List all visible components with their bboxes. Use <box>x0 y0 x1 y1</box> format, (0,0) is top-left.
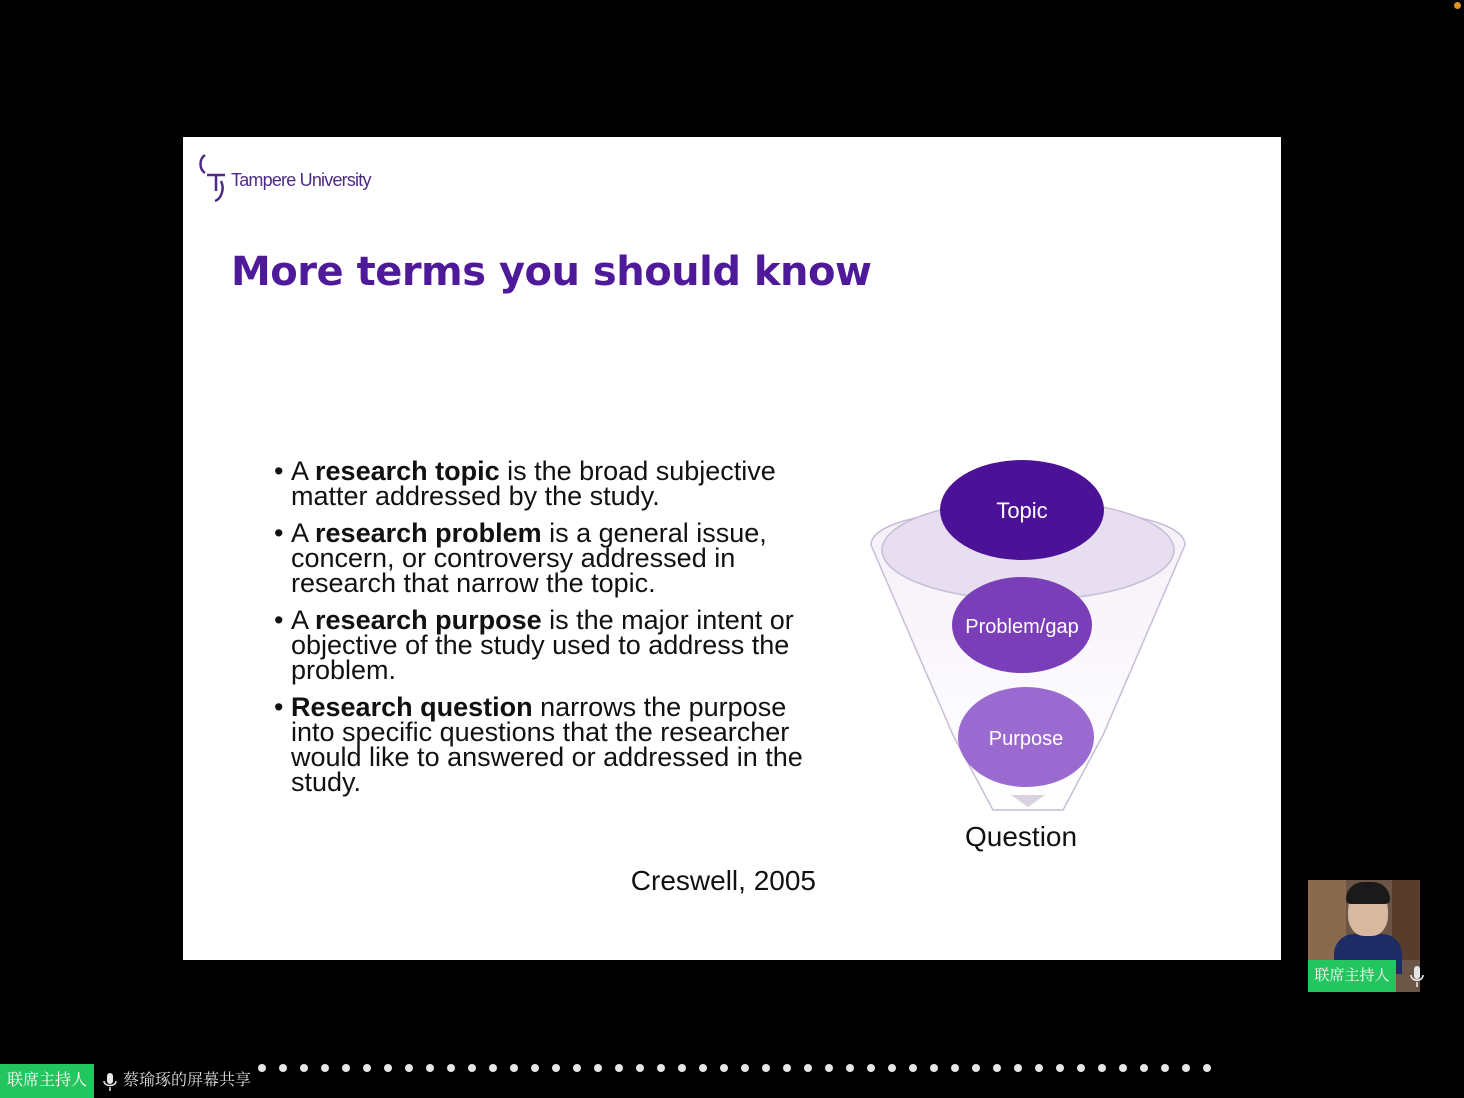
funnel-bottom-label: Question <box>965 821 1078 852</box>
bottom-status-bar <box>0 1064 1464 1098</box>
funnel-level-purpose <box>958 687 1094 787</box>
page-dot[interactable] <box>846 1064 854 1072</box>
screen-share-label: 蔡瑜琢的屏幕共享 <box>123 1072 252 1089</box>
participant-video-thumbnail[interactable] <box>1308 880 1420 992</box>
bullet-item-problem: • A research problem is a general issue, concern, or controversy addressed in research that narrow the topic. <box>274 521 834 596</box>
page-dot[interactable] <box>972 1064 980 1072</box>
page-dot[interactable] <box>867 1064 875 1072</box>
funnel-diagram <box>863 455 1193 855</box>
page-dot[interactable] <box>951 1064 959 1072</box>
microphone-icon[interactable] <box>102 1072 118 1092</box>
page-dot[interactable] <box>384 1064 392 1072</box>
slide-title: More terms you should know <box>231 249 872 295</box>
university-logo <box>195 151 371 203</box>
page-dot[interactable] <box>1161 1064 1169 1072</box>
svg-text:Purpose: Purpose <box>988 728 1064 750</box>
page-dot[interactable] <box>699 1064 707 1072</box>
page-dot[interactable] <box>468 1064 476 1072</box>
page-dot[interactable] <box>300 1064 308 1072</box>
page-dot[interactable] <box>678 1064 686 1072</box>
page-dot[interactable] <box>1035 1064 1043 1072</box>
citation: Creswell, 2005 <box>630 865 816 896</box>
page-dot[interactable] <box>783 1064 791 1072</box>
page-dot[interactable] <box>1056 1064 1064 1072</box>
svg-text:Topic: Topic <box>996 498 1048 523</box>
page-dot[interactable] <box>1098 1064 1106 1072</box>
page-dot[interactable] <box>741 1064 749 1072</box>
page-dot[interactable] <box>825 1064 833 1072</box>
participant-hair <box>1346 882 1390 904</box>
page-dot[interactable] <box>594 1064 602 1072</box>
funnel-level-topic <box>940 460 1104 560</box>
bullet-item-topic: • A research topic is the broad subjective matter addressed by the study. <box>274 459 834 509</box>
page-dot[interactable] <box>531 1064 539 1072</box>
tampere-logo-icon <box>195 151 231 203</box>
page-dot[interactable] <box>447 1064 455 1072</box>
page-dot[interactable] <box>1014 1064 1022 1072</box>
page-dot[interactable] <box>1203 1064 1211 1072</box>
page-dot[interactable] <box>636 1064 644 1072</box>
bullet-list <box>274 456 834 807</box>
page-dot[interactable] <box>1077 1064 1085 1072</box>
page-dot[interactable] <box>720 1064 728 1072</box>
page-dot[interactable] <box>888 1064 896 1072</box>
page-dot[interactable] <box>510 1064 518 1072</box>
page-dot[interactable] <box>405 1064 413 1072</box>
page-dot[interactable] <box>426 1064 434 1072</box>
shared-slide <box>183 137 1281 960</box>
page-dot[interactable] <box>804 1064 812 1072</box>
page-dot[interactable] <box>993 1064 1001 1072</box>
page-dot[interactable] <box>258 1064 266 1072</box>
page-dot[interactable] <box>321 1064 329 1072</box>
page-dot[interactable] <box>1119 1064 1127 1072</box>
page-dot[interactable] <box>573 1064 581 1072</box>
page-dot[interactable] <box>615 1064 623 1072</box>
bullet-item-purpose: • A research purpose is the major intent or objective of the study used to address the problem. <box>274 608 834 683</box>
page-dot[interactable] <box>657 1064 665 1072</box>
page-dot[interactable] <box>489 1064 497 1072</box>
bullet-item-question: • Research question narrows the purpose into specific questions that the researcher would like to answered or addressed in the study. <box>274 695 834 795</box>
host-role-badge: 联席主持人 <box>0 1064 94 1098</box>
funnel-level-problem-gap <box>952 577 1092 673</box>
participant-pagination-dots[interactable] <box>258 1064 1211 1072</box>
page-dot[interactable] <box>762 1064 770 1072</box>
page-dot[interactable] <box>552 1064 560 1072</box>
status-indicator-dot <box>1454 2 1461 9</box>
page-dot[interactable] <box>342 1064 350 1072</box>
page-dot[interactable] <box>930 1064 938 1072</box>
page-dot[interactable] <box>279 1064 287 1072</box>
page-dot[interactable] <box>1140 1064 1148 1072</box>
svg-text:Problem/gap: Problem/gap <box>965 616 1079 638</box>
page-dot[interactable] <box>909 1064 917 1072</box>
microphone-icon[interactable] <box>1408 965 1426 989</box>
page-dot[interactable] <box>1182 1064 1190 1072</box>
page-dot[interactable] <box>363 1064 371 1072</box>
logo-text: Tampere University <box>231 169 371 190</box>
participant-role-label: 联席主持人 <box>1308 960 1396 992</box>
